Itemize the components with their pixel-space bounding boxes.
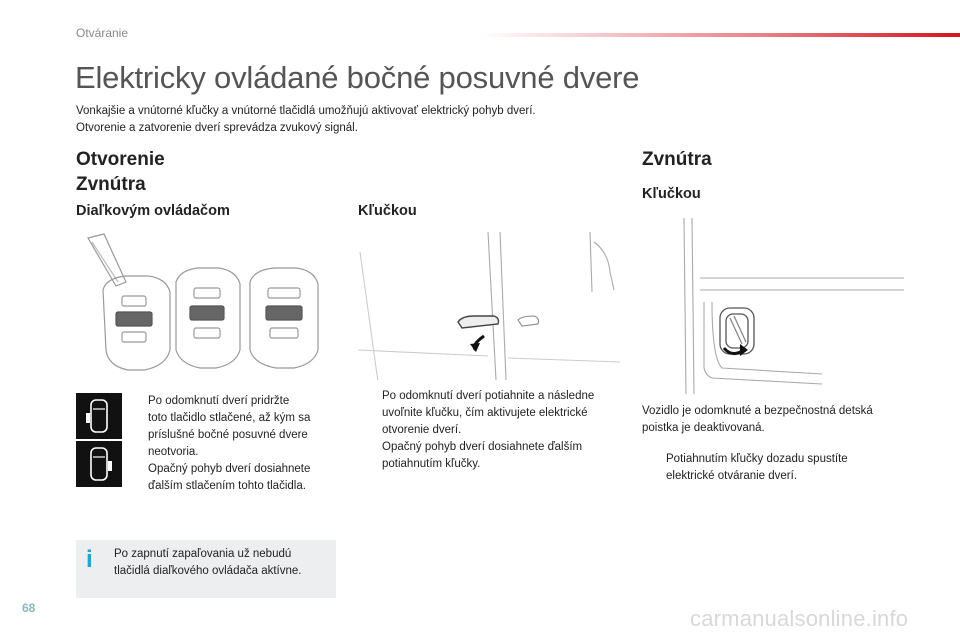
heading-remote: Diaľkovým ovládačom	[76, 203, 230, 219]
page-title: Elektricky ovládané bočné posuvné dvere	[75, 60, 640, 95]
intro-line-2: Otvorenie a zatvorenie dverí sprevádza zvukový signál.	[76, 122, 358, 134]
info-line-2: tlačidlá diaľkového ovládača aktívne.	[114, 565, 302, 577]
sliding-door-button-icon	[76, 393, 122, 439]
interior-handle-illustration	[642, 218, 904, 394]
inside-note	[642, 403, 922, 437]
handle-bullet-2-line: Opačný pohyb dverí dosiahnete ďalším	[382, 441, 583, 453]
inside-note-line: Vozidlo je odomknuté a bezpečnostná detská	[642, 405, 873, 417]
handle-outside-bullet-2	[364, 439, 624, 473]
sliding-door-button-icon-2	[76, 441, 122, 487]
header-accent-bar	[480, 33, 960, 37]
info-icon: i	[86, 546, 93, 573]
info-line-1: Po zapnutí zapaľovania už nebudú	[114, 548, 292, 560]
remote-bullet-2	[130, 461, 340, 495]
remote-bullet-2-line: ďalším stlačením tohto tlačidla.	[148, 480, 306, 492]
handle-bullet-1-line: uvoľnite kľučku, čím aktivujete elektrické	[382, 407, 588, 419]
remote-bullet-1-line: toto tlačidlo stlačené, až kým sa	[148, 412, 311, 424]
heading-opening-subtitle: Zvnútra	[76, 174, 146, 195]
handle-bullet-1-line: Po odomknutí dverí potiahnite a následne	[382, 390, 595, 402]
remote-bullet-1-line: príslušné bočné posuvné dvere	[148, 429, 308, 441]
intro-line-1: Vonkajšie a vnútorné kľučky a vnútorné tlačidlá umožňujú aktivovať elektrický pohyb dverí.	[76, 105, 536, 117]
handle-bullet-2-line: potiahnutím kľučky.	[382, 458, 481, 470]
info-text	[114, 546, 301, 580]
intro-text	[76, 103, 536, 137]
inside-bullet-line: Potiahnutím kľučky dozadu spustíte	[666, 453, 848, 465]
section-label: Otváranie	[76, 26, 129, 40]
inside-bullet-line: elektrické otváranie dverí.	[666, 470, 798, 482]
page-number: 68	[22, 601, 36, 615]
watermark: carmanualsonline.info	[690, 606, 909, 631]
heading-handle-outside: Kľučkou	[358, 203, 417, 219]
heading-opening	[76, 147, 165, 197]
heading-opening-title: Otvorenie	[76, 149, 165, 170]
heading-handle-inside: Kľučkou	[642, 186, 701, 202]
handle-outside-bullet-1	[364, 388, 624, 439]
remote-bullet-1	[130, 393, 340, 461]
inside-handle-bullet	[648, 451, 908, 485]
exterior-handle-illustration	[358, 232, 620, 380]
remote-bullet-1-line: neotvoria.	[148, 446, 199, 458]
remote-bullet-2-line: Opačný pohyb dverí dosiahnete	[148, 463, 311, 475]
remote-bullet-1-line: Po odomknutí dverí pridržte	[148, 395, 290, 407]
info-box	[76, 540, 336, 598]
inside-note-line: poistka je deaktivovaná.	[642, 422, 765, 434]
handle-bullet-1-line: otvorenie dverí.	[382, 424, 462, 436]
remote-keys-illustration	[78, 230, 338, 380]
heading-inside: Zvnútra	[642, 149, 712, 170]
